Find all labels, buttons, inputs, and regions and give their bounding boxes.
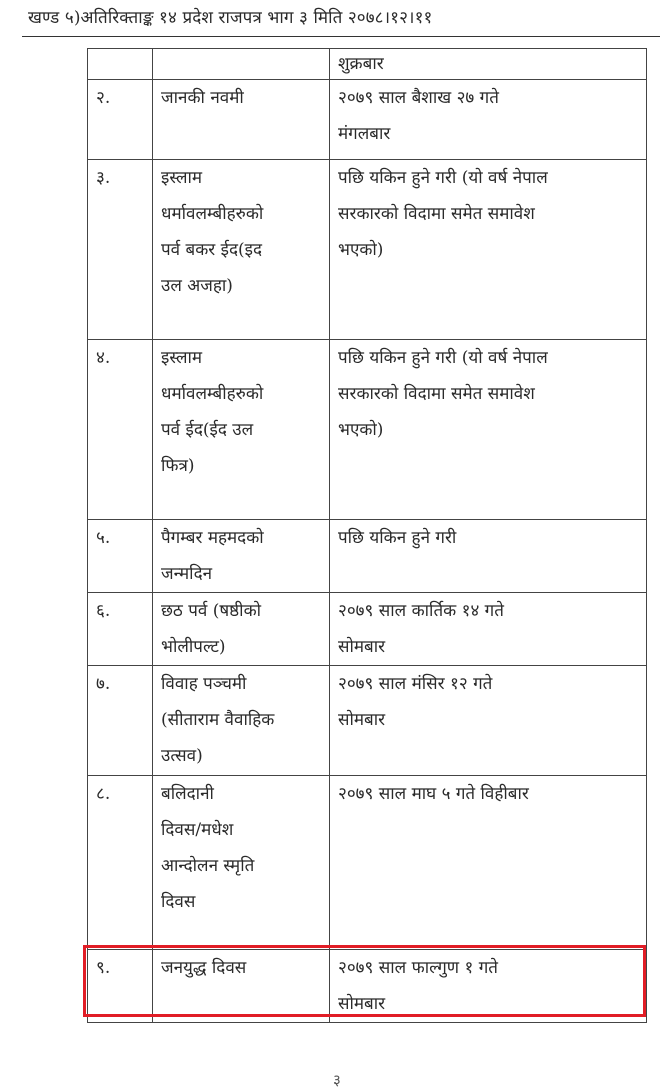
holiday-date: [330, 520, 647, 593]
table-row: [88, 340, 647, 520]
row-number: [88, 950, 153, 1023]
row-number-text: ५.: [96, 528, 111, 548]
holiday-name: [153, 520, 330, 593]
holiday-name: [153, 49, 330, 80]
holiday-name-text: जानकी नवमी: [161, 88, 244, 108]
row-number: [88, 776, 153, 950]
holiday-name: [153, 160, 330, 340]
holiday-name-text: इस्लाम धर्मावलम्बीहरुको पर्व ईद(ईद उल फित्र): [161, 348, 264, 476]
row-number: [88, 520, 153, 593]
holiday-table: [87, 48, 647, 1023]
holiday-date-text: पछि यकिन हुने गरी: [338, 528, 457, 548]
table-row: [88, 950, 647, 1023]
holiday-date: [330, 160, 647, 340]
holiday-name-text: बलिदानी दिवस/मधेश आन्दोलन स्मृति दिवस: [161, 784, 255, 912]
row-number-text: ६.: [96, 601, 111, 621]
table-row: [88, 666, 647, 776]
holiday-date: [330, 776, 647, 950]
page-header: खण्ड ५)अतिरिक्ताङ्क १४ प्रदेश राजपत्र भाग ३ मिति २०७८।१२।११: [28, 8, 433, 28]
holiday-date-text: २०७९ साल फाल्गुण १ गते सोमबार: [338, 958, 498, 1014]
holiday-date-text: शुक्रबार: [338, 54, 384, 74]
holiday-name: [153, 776, 330, 950]
holiday-date: [330, 340, 647, 520]
row-number-text: २.: [96, 88, 111, 108]
holiday-date-text: २०७९ साल माघ ५ गते विहीबार: [338, 784, 529, 804]
table-row: [88, 160, 647, 340]
holiday-name: [153, 666, 330, 776]
table-row: [88, 49, 647, 80]
holiday-name: [153, 340, 330, 520]
holiday-date: [330, 950, 647, 1023]
holiday-name-text: इस्लाम धर्मावलम्बीहरुको पर्व बकर ईद(इद उल अजहा): [161, 168, 264, 296]
holiday-date: [330, 593, 647, 666]
holiday-date-text: पछि यकिन हुने गरी (यो वर्ष नेपाल सरकारको विदामा समेत समावेश भएको): [338, 348, 548, 440]
table-row: [88, 593, 647, 666]
holiday-date-text: २०७९ साल मंसिर १२ गते सोमबार: [338, 674, 493, 730]
table-row: [88, 776, 647, 950]
row-number-text: ४.: [96, 348, 111, 368]
holiday-name: [153, 593, 330, 666]
holiday-date: [330, 49, 647, 80]
row-number-text: ८.: [96, 784, 111, 804]
row-number: [88, 340, 153, 520]
table-row: [88, 520, 647, 593]
row-number: [88, 160, 153, 340]
row-number: [88, 666, 153, 776]
holiday-name-text: जनयुद्ध दिवस: [161, 958, 247, 978]
holiday-date: [330, 666, 647, 776]
row-number: [88, 49, 153, 80]
holiday-name-text: विवाह पञ्चमी (सीताराम वैवाहिक उत्सव): [161, 674, 275, 766]
row-number-text: ९.: [96, 958, 111, 978]
holiday-date-text: २०७९ साल बैशाख २७ गते मंगलबार: [338, 88, 499, 144]
page-number: ३: [333, 1071, 341, 1089]
holiday-date-text: २०७९ साल कार्तिक १४ गते सोमबार: [338, 601, 504, 657]
holiday-name-text: पैगम्बर महमदको जन्मदिन: [161, 528, 264, 584]
row-number: [88, 80, 153, 160]
row-number-text: ३.: [96, 168, 111, 188]
row-number-text: ७.: [96, 674, 111, 694]
holiday-name: [153, 950, 330, 1023]
holiday-date: [330, 80, 647, 160]
holiday-name: [153, 80, 330, 160]
row-number: [88, 593, 153, 666]
holiday-name-text: छठ पर्व (षष्ठीको भोलीपल्ट): [161, 601, 262, 657]
header-rule: [22, 36, 660, 37]
holiday-date-text: पछि यकिन हुने गरी (यो वर्ष नेपाल सरकारको विदामा समेत समावेश भएको): [338, 168, 548, 260]
table-row: [88, 80, 647, 160]
